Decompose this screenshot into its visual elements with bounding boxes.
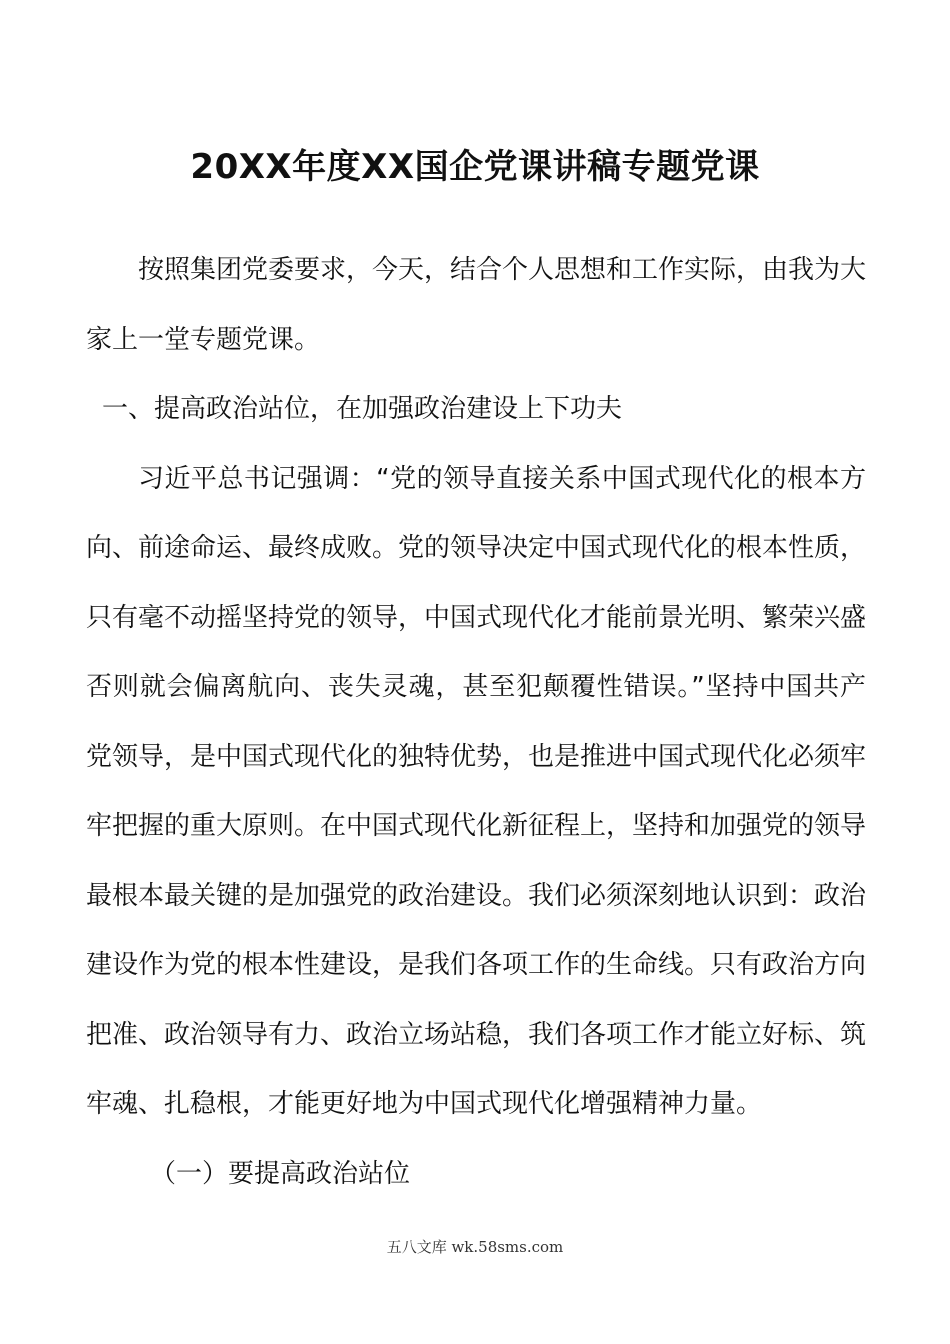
subsection-heading-1: （一）要提高政治站位 — [150, 1158, 411, 1189]
intro-paragraph: 按照集团党委要求，今天，结合个人思想和工作实际，由我为大家上一堂专题党课。 — [86, 255, 867, 355]
document-body — [86, 236, 866, 1209]
section-heading-1: 一、提高政治站位，在加强政治建设上下功夫 — [102, 394, 623, 424]
footer-watermark: 五八文库 wk.58sms.com — [386, 1238, 564, 1256]
body-paragraph: 习近平总书记强调：“党的领导直接关系中国式现代化的根本方向、前途命运、最终成败。党的领导决定中国式现代化的根本性质，只有毫不动摇坚持党的领导，中国式现代化才能前景光明、繁荣兴盛否则就会偏离航向、丧失灵魂，甚至犯颠覆性错误。”坚持中国共产党领导，是中国式现代化的独特优势，也是推进中国式现代化必须牢牢把握的重大原则。在中国式现代化新征程上，坚持和加强党的领导最根本最关键的是加强党的政治建设。我们必须深刻地认识到：政治建设作为党的根本性建设，是我们各项工作的生命线。只有政治方向把准、政治领导有力、政治立场站稳，我们各项工作才能立好标、筑牢魂、扎稳根，才能更好地为中国式现代化增强精神力量。 — [86, 463, 867, 1119]
document-title: 20XX年度XX国企党课讲稿专题党课 — [190, 147, 760, 187]
